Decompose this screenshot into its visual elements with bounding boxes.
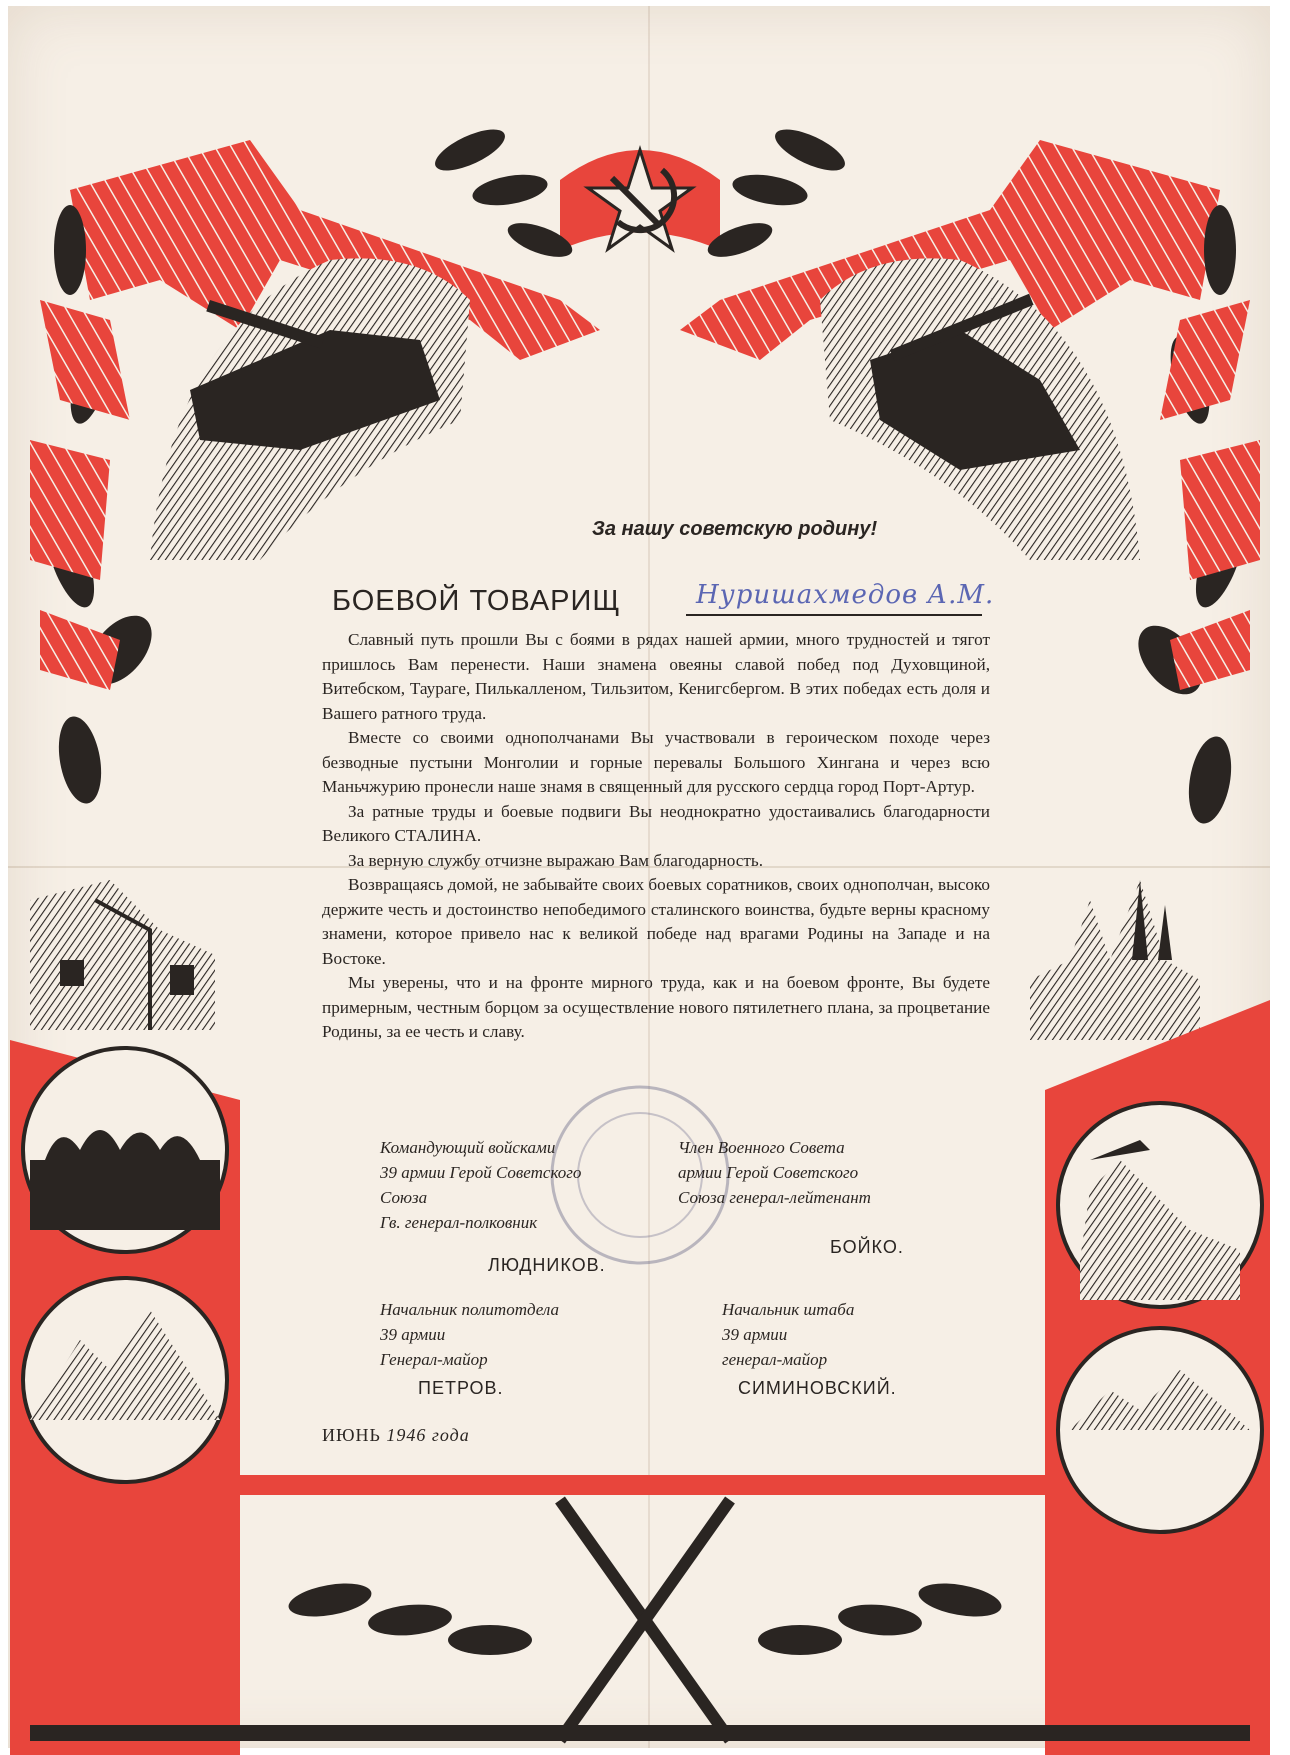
council-member-title: Член Военного Совета армии Герой Советского Союза генерал-лейтенант [678, 1138, 871, 1207]
paragraph-2: Вместе со своими однополчанами Вы участвовали в героическом походе через безводные пустыни Монголии и горные перевалы Большого Хингана и через всю Маньчжурию пронесли наше знамя в священный для русского сердца город Порт-Артур. [322, 728, 990, 796]
bottom-dark-band [30, 1725, 1250, 1741]
chief-of-staff-name: СИМИНОВСКИЙ. [738, 1378, 897, 1398]
certificate-body [322, 628, 990, 1045]
handwritten-recipient-name: Нуришахмедов А.М. [696, 580, 995, 610]
date-year: 1946 [386, 1425, 427, 1445]
slogan: За нашу советскую родину! [592, 518, 878, 540]
pagoda-medallion [1058, 1103, 1262, 1307]
issue-date [322, 1425, 470, 1446]
commander-title: Командующий войсками 39 армии Герой Советского Союза Гв. генерал-полковник [380, 1138, 582, 1232]
name-underline [686, 614, 982, 616]
lake-medallion [1058, 1328, 1262, 1532]
paragraph-4: За верную службу отчизне выражаю Вам благодарность. [348, 850, 764, 870]
bottom-red-stripe [230, 1475, 1060, 1495]
paragraph-3: За ратные труды и боевые подвиги Вы неоднократно удостаивались благодарности Великого СТАЛИНА. [322, 801, 990, 845]
paragraph-6: Мы уверены, что и на фронте мирного труда, как и на боевом фронте, Вы будете примерным, честным борцом за осуществление нового пятилетнего плана, за процветание Родины, за ее честь и славу. [322, 973, 990, 1041]
paragraph-1: Славный путь прошли Вы с боями в рядах нашей армии, много трудностей и тягот пришлось Вам перенести. Наши знамена овеяны славой побед под Духовщиной, Витебском, Таураге, Пилькалленом, Тильзитом, Кенигсбергом. В этих победах есть доля и Вашего ратного труда. [322, 630, 990, 723]
village-house [30, 880, 215, 1030]
mountain-medallion [23, 1278, 227, 1482]
right-ribbon [1160, 300, 1260, 690]
paragraph-5: Возвращаясь домой, не забывайте своих боевых соратников, своих однополчан, высоко держите честь и достоинство непобедимого сталинского воинства, будьте верны красному знамени, которое привело нас к великой победе над врагами Родины на Западе и на Востоке. [322, 875, 990, 968]
chief-of-staff-title: Начальник штаба 39 армии генерал-майор [722, 1300, 855, 1369]
political-chief-title: Начальник политотдела 39 армии Генерал-майор [380, 1300, 560, 1369]
political-chief-name: ПЕТРОВ. [418, 1378, 504, 1398]
commander-name: ЛЮДНИКОВ. [488, 1255, 606, 1275]
cathedral-skyline [1030, 880, 1200, 1040]
council-member-name: БОЙКО. [830, 1237, 904, 1257]
crossed-rifles [560, 1500, 730, 1740]
star-emblem [560, 150, 720, 250]
date-suffix: года [431, 1425, 470, 1445]
camel-caravan-medallion [23, 1048, 227, 1252]
certificate-title: БОЕВОЙ ТОВАРИЩ [332, 585, 621, 617]
date-month: ИЮНЬ [322, 1425, 381, 1445]
